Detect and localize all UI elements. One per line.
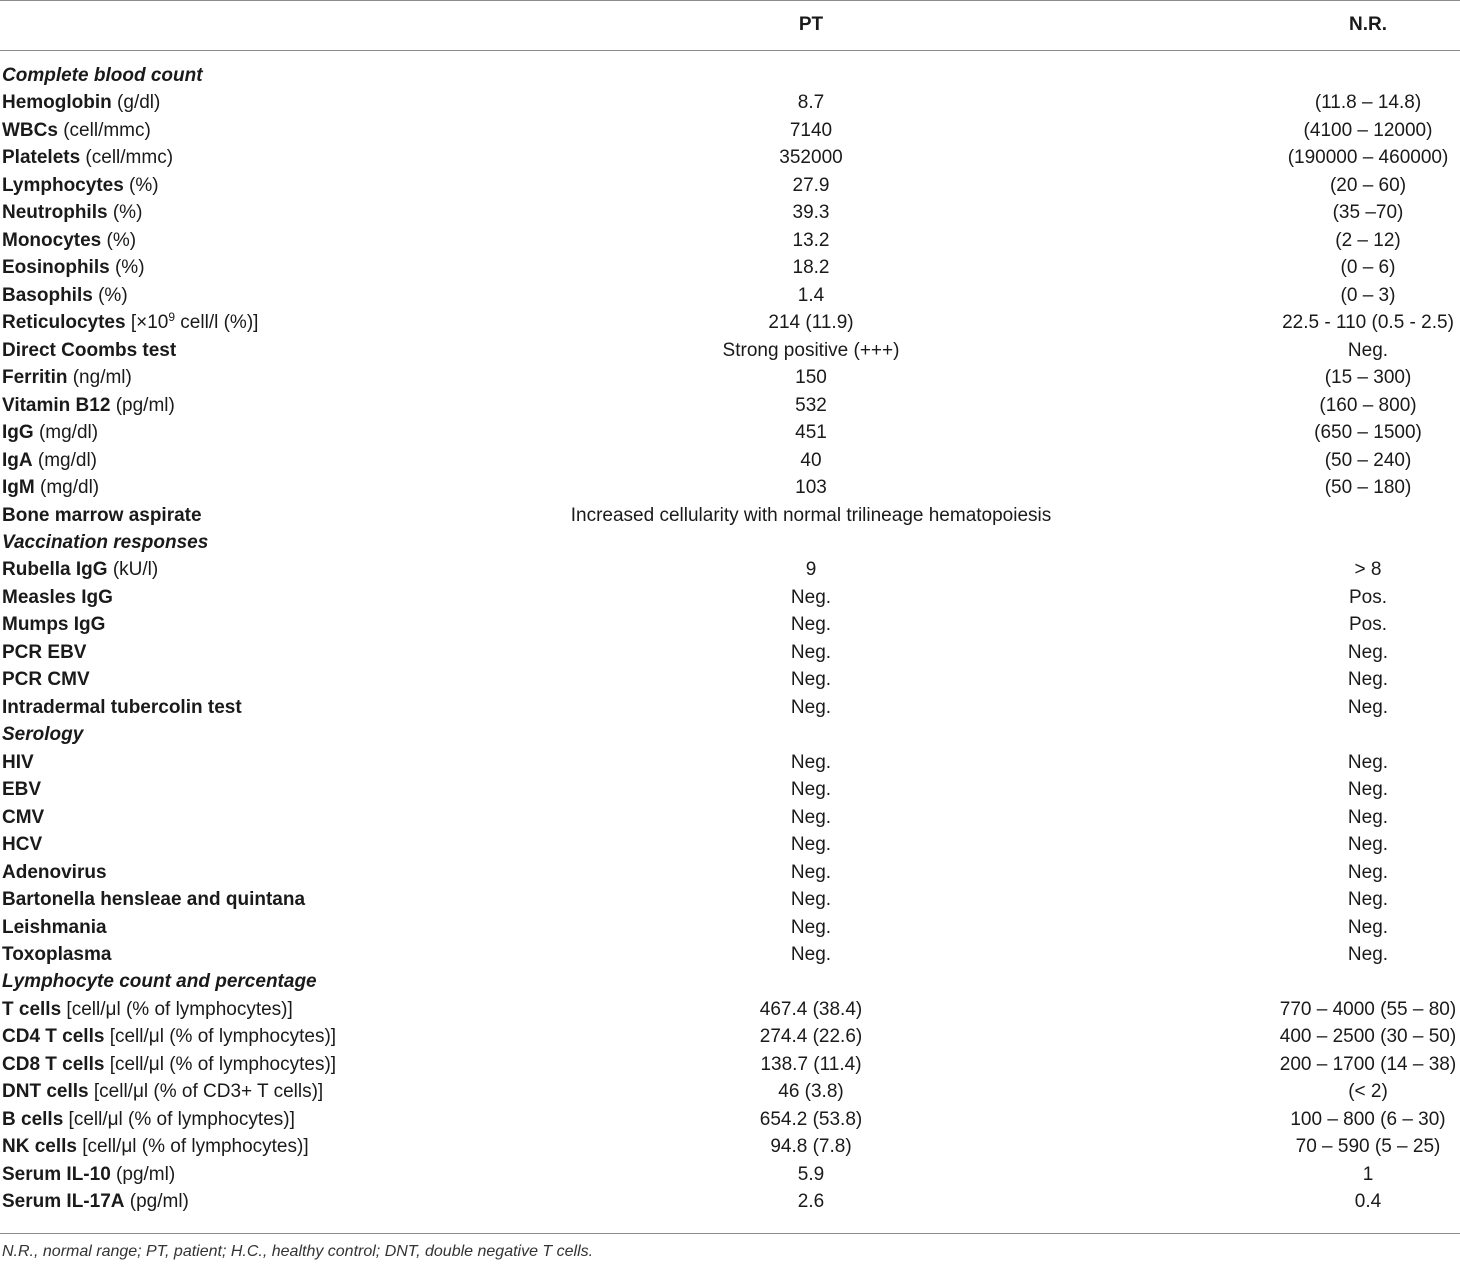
table-row [0,831,1460,858]
column-header-pt: PT [798,14,824,35]
normal-range-cell: (160 – 800) [1319,394,1417,416]
normal-range-cell: Neg. [1347,944,1389,965]
normal-range-cell: 1 [1362,1163,1374,1185]
table-row [0,941,1460,968]
normal-range-cell: (35 –70) [1332,202,1404,224]
table-row [0,859,1460,886]
section-header-row [0,529,1460,556]
normal-range-cell: (11.8 – 14.8) [1314,92,1422,114]
table-row [0,474,1460,501]
patient-value-cell: 1.4 [797,284,825,306]
table-row [0,996,1460,1023]
row-label [2,199,142,226]
table-row [0,556,1460,583]
parameter-name: CD8 T cells [2,1053,105,1075]
table-row [0,1106,1460,1133]
normal-range-cell: (4100 – 12000) [1303,119,1433,141]
row-label [2,639,86,666]
parameter-name: Vitamin B12 [2,394,111,416]
parameter-unit: [×10 [125,312,169,334]
parameter-name: HIV [2,751,34,773]
normal-range-cell: Neg. [1347,641,1389,663]
table-row [0,282,1460,309]
row-label [2,859,107,886]
row-label [2,172,159,199]
patient-value-cell: Neg. [790,806,832,828]
row-label [2,804,44,831]
patient-value-cell: 46 (3.8) [778,1081,844,1103]
table-row [0,584,1460,611]
row-label [2,364,132,391]
section-title: Complete blood count [2,65,203,86]
patient-value-cell: 27.9 [792,174,830,196]
parameter-unit: (g/dl) [111,92,161,114]
patient-value-cell: Neg. [790,696,832,718]
parameter-unit: (pg/ml) [110,1163,176,1185]
section-title: Serology [2,724,84,746]
parameter-name: Neutrophils [2,202,108,224]
row-label [2,1133,309,1160]
table-row [0,227,1460,254]
row-label [2,309,258,336]
patient-value-cell: 532 [795,394,827,416]
table-row [0,666,1460,693]
normal-range-cell: (2 – 12) [1335,229,1401,251]
parameter-unit-tail: cell/l (%)] [175,312,259,334]
normal-range-cell: (0 – 6) [1340,257,1396,279]
parameter-name: Direct Coombs test [2,339,177,361]
normal-range-cell: 400 – 2500 (30 – 50) [1279,1026,1457,1048]
section-title: Lymphocyte count and percentage [2,971,317,993]
normal-range-cell: (15 – 300) [1324,367,1412,389]
normal-range-cell: (50 – 240) [1324,449,1412,471]
parameter-unit: (pg/ml) [124,1191,189,1213]
parameter-name: Intradermal tubercolin test [2,696,242,718]
parameter-name: Platelets [2,147,81,169]
row-label [2,419,98,446]
normal-range-cell: Neg. [1347,751,1389,773]
parameter-name: T cells [2,998,62,1020]
normal-range-cell: Neg. [1347,339,1389,361]
table-bottom-rule [0,1233,1460,1234]
normal-range-cell: Neg. [1347,889,1389,911]
row-label [2,666,90,693]
patient-value-cell: 7140 [789,119,833,141]
parameter-unit: (cell/mmc) [80,147,174,169]
normal-range-cell: 22.5 - 110 (0.5 - 2.5) [1282,312,1454,334]
patient-value-cell: 214 (11.9) [768,312,854,334]
normal-range-cell: Pos. [1348,614,1388,636]
table-row [0,639,1460,666]
parameter-name: DNT cells [2,1081,89,1103]
normal-range-cell: (650 – 1500) [1314,422,1422,444]
table-row [0,1133,1460,1160]
row-label [2,776,41,803]
normal-range-cell: Pos. [1348,586,1388,608]
parameter-unit: (mg/dl) [34,477,100,499]
row-label [2,1023,336,1050]
section-header-row [0,62,1460,89]
table-row [0,309,1460,336]
parameter-name: NK cells [2,1136,77,1158]
patient-value-cell: 8.7 [797,92,825,114]
normal-range-cell: (0 – 3) [1340,284,1396,306]
row-label [2,502,202,529]
row-label [2,89,160,116]
table-row [0,1161,1460,1188]
row-label [2,996,293,1023]
row-label [2,474,99,501]
normal-range-cell: Neg. [1347,834,1389,856]
parameter-unit: (pg/ml) [110,394,175,416]
table-body [0,62,1460,1216]
normal-range-cell: 100 – 800 (6 – 30) [1290,1108,1446,1130]
normal-range-cell: (50 – 180) [1324,477,1412,499]
patient-value-cell: Neg. [790,861,832,883]
unit-exponent: 9 [168,310,176,325]
normal-range-cell: > 8 [1354,559,1382,581]
table-row [0,144,1460,171]
table-row [0,1023,1460,1050]
patient-value-cell: 2.6 [797,1191,825,1213]
normal-range-cell: Neg. [1347,916,1389,938]
patient-value-cell: 138.7 (11.4) [760,1053,862,1075]
table-row [0,502,1460,529]
section-header-row [0,721,1460,748]
normal-range-cell: Neg. [1347,861,1389,883]
parameter-unit: [cell/μl (% of lymphocytes)] [76,1136,309,1158]
parameter-unit: (%) [109,257,145,279]
parameter-name: Serum IL-10 [2,1163,111,1185]
table-row [0,254,1460,281]
patient-value-cell: 40 [800,449,822,471]
parameter-unit: [cell/μl (% of lymphocytes)] [63,1108,295,1130]
parameter-name: Basophils [2,284,93,306]
row-label [2,282,128,309]
table-row [0,199,1460,226]
patient-value-cell: Neg. [790,641,832,663]
row-label [2,1188,189,1215]
patient-value-cell: 13.2 [792,229,830,251]
patient-value-cell: Neg. [790,944,832,965]
normal-range-cell: Neg. [1347,696,1389,718]
parameter-unit: (%) [123,174,159,196]
parameter-unit: (mg/dl) [32,449,98,471]
table-row [0,419,1460,446]
normal-range-cell: 70 – 590 (5 – 25) [1295,1136,1441,1158]
table-row [0,611,1460,638]
row-label [2,227,136,254]
parameter-name: Mumps IgG [2,614,106,636]
row-label [2,886,305,913]
normal-range-cell: (< 2) [1348,1081,1388,1103]
row-label [2,1051,336,1078]
patient-value-cell: 5.9 [797,1163,825,1185]
parameter-unit: (%) [107,202,143,224]
patient-value-cell: Neg. [790,586,832,608]
normal-range-cell: Neg. [1347,669,1389,691]
table-row [0,776,1460,803]
patient-value-cell: Strong positive (+++) [722,339,900,361]
normal-range-cell: 0.4 [1354,1191,1382,1213]
parameter-name: Ferritin [2,367,68,389]
normal-range-cell: Neg. [1347,806,1389,828]
row-label [2,584,113,611]
section-title: Vaccination responses [2,531,209,553]
patient-value-cell: 103 [795,477,827,499]
parameter-name: IgA [2,449,33,471]
parameter-name: Reticulocytes [2,312,126,334]
parameter-unit: [cell/μl (% of CD3+ T cells)] [88,1081,324,1103]
patient-value-cell: Neg. [790,834,832,856]
table-row [0,804,1460,831]
parameter-name: B cells [2,1108,64,1130]
parameter-unit: [cell/μl (% of lymphocytes)] [61,998,293,1020]
parameter-unit: (ng/ml) [67,367,132,389]
patient-value-cell: 451 [795,422,827,444]
row-label [2,337,176,364]
row-label [2,447,97,474]
parameter-name: Lymphocytes [2,174,124,196]
parameter-unit: [cell/μl (% of lymphocytes)] [104,1026,337,1048]
table-row [0,886,1460,913]
row-label [2,914,107,941]
parameter-name: CMV [2,806,45,828]
table-row [0,914,1460,941]
patient-value-cell: Neg. [790,614,832,636]
parameter-name: Toxoplasma [2,944,112,965]
parameter-name: Rubella IgG [2,559,108,581]
table-row [0,172,1460,199]
patient-value-cell: 150 [795,367,827,389]
parameter-name: Hemoglobin [2,92,112,114]
table-footnote: N.R., normal range; PT, patient; H.C., healthy control; DNT, double negative T cells. [2,1243,594,1260]
parameter-unit: (mg/dl) [33,422,99,444]
header-rule [0,50,1460,51]
row-label [2,694,242,721]
row-label [2,611,105,638]
table-row [0,694,1460,721]
parameter-name: Adenovirus [2,861,107,883]
table-top-rule [0,0,1460,1]
parameter-name: Serum IL-17A [2,1191,125,1213]
parameter-name: Eosinophils [2,257,110,279]
parameter-name: Measles IgG [2,586,113,608]
table-row [0,1051,1460,1078]
table-row [0,447,1460,474]
row-label [2,941,111,968]
parameter-name: WBCs [2,119,58,141]
row-label [2,392,175,419]
parameter-name: EBV [2,779,42,801]
patient-value-cell: 274.4 (22.6) [759,1026,863,1048]
table-row [0,1188,1460,1215]
parameter-name: IgG [2,422,34,444]
normal-range-cell: 200 – 1700 (14 – 38) [1279,1053,1457,1075]
table-row [0,392,1460,419]
normal-range-cell: 770 – 4000 (55 – 80) [1279,998,1457,1020]
parameter-name: Bartonella hensleae and quintana [2,889,306,911]
column-header-nr: N.R. [1349,14,1387,35]
row-label [2,1161,175,1188]
parameter-unit: (kU/l) [107,559,159,581]
table-row [0,337,1460,364]
table-row [0,749,1460,776]
row-label [2,831,42,858]
spanning-value-cell: Increased cellularity with normal trilineage hematopoiesis [570,504,1052,526]
normal-range-cell: (190000 – 460000) [1287,147,1449,169]
parameter-unit: (cell/mmc) [57,119,151,141]
parameter-name: HCV [2,834,43,856]
patient-value-cell: Neg. [790,889,832,911]
row-label [2,1106,295,1133]
patient-value-cell: 654.2 (53.8) [759,1108,863,1130]
patient-value-cell: 39.3 [792,202,830,224]
parameter-name: PCR EBV [2,641,87,663]
parameter-unit: [cell/μl (% of lymphocytes)] [104,1053,337,1075]
patient-value-cell: 9 [805,559,817,581]
normal-range-cell: (20 – 60) [1329,174,1407,196]
patient-value-cell: Neg. [790,751,832,773]
parameter-name: Monocytes [2,229,102,251]
parameter-name: PCR CMV [2,669,90,691]
patient-value-cell: 94.8 (7.8) [770,1136,852,1158]
patient-value-cell: 18.2 [792,257,830,279]
row-label [2,254,145,281]
row-label [2,749,34,776]
normal-range-cell: Neg. [1347,779,1389,801]
table-row [0,89,1460,116]
parameter-name: CD4 T cells [2,1026,105,1048]
row-label [2,144,173,171]
patient-value-cell: Neg. [790,916,832,938]
parameter-unit: (%) [92,284,128,306]
patient-value-cell: 352000 [779,147,843,169]
row-label [2,1078,323,1105]
patient-value-cell: Neg. [790,779,832,801]
section-header-row [0,968,1460,995]
patient-value-cell: 467.4 (38.4) [759,998,863,1020]
patient-value-cell: Neg. [790,669,832,691]
parameter-name: Leishmania [2,916,107,938]
parameter-unit: (%) [101,229,137,251]
table-row [0,364,1460,391]
table-row [0,1078,1460,1105]
parameter-name: IgM [2,477,35,499]
row-label [2,117,151,144]
parameter-name: Bone marrow aspirate [2,504,202,526]
row-label [2,556,158,583]
table-row [0,117,1460,144]
